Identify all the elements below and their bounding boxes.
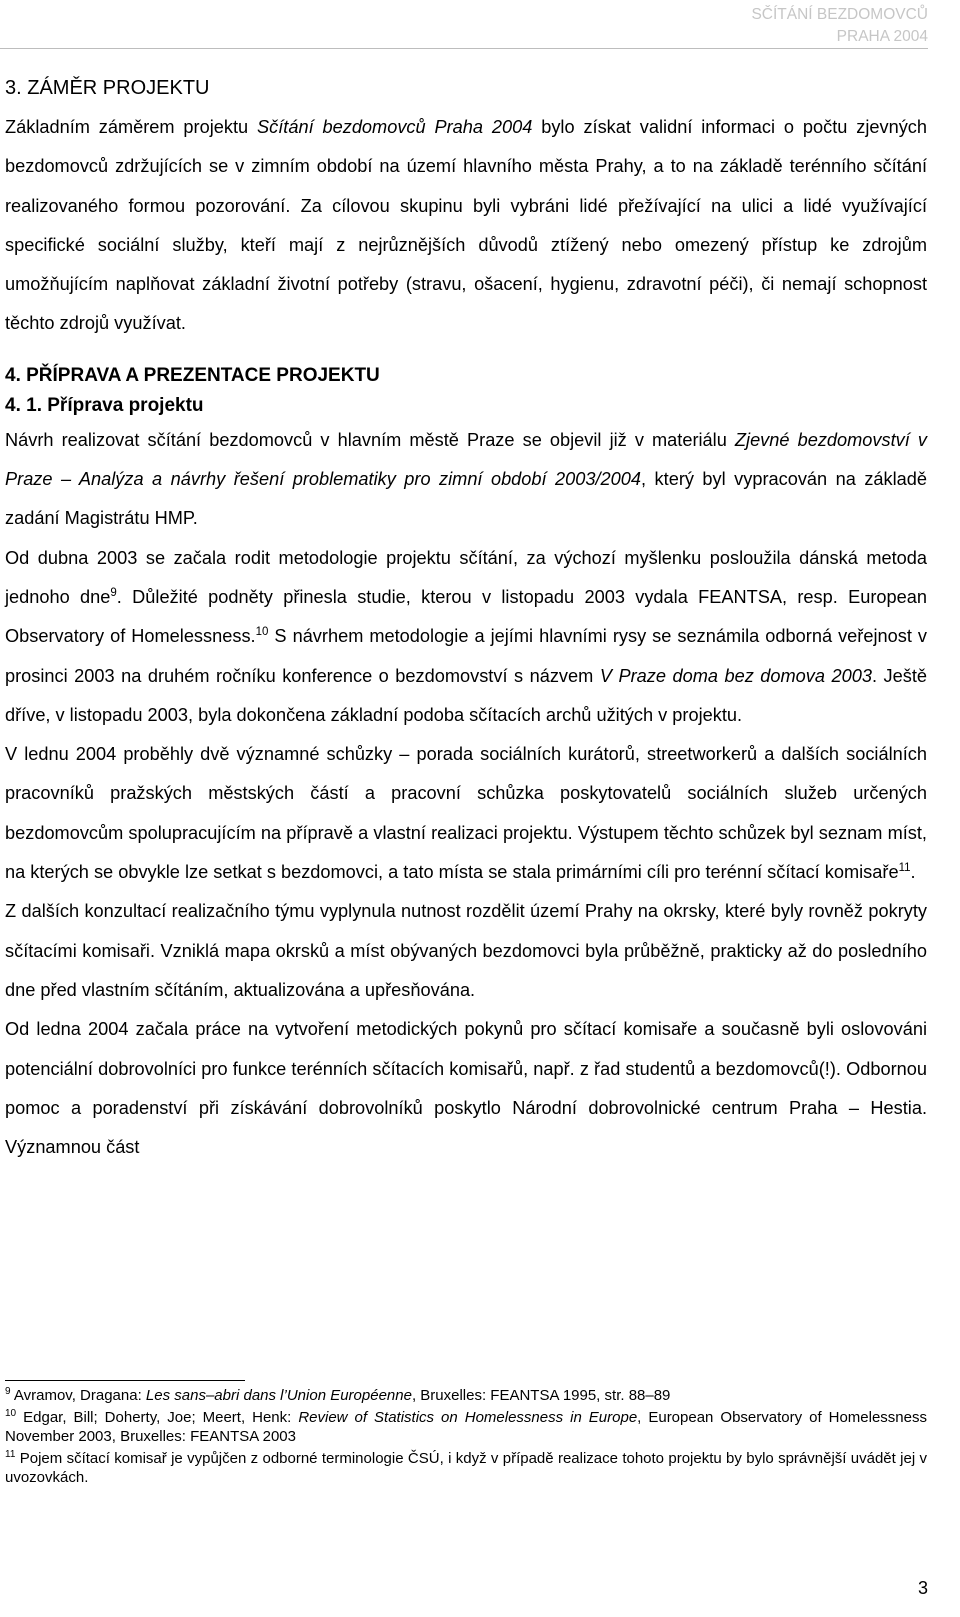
page-header	[751, 4, 928, 48]
section-4-heading: 4. PŘÍPRAVA A PREZENTACE PROJEKTU	[5, 364, 380, 386]
footnote-ref-10[interactable]: 10	[255, 626, 269, 639]
section-3-paragraph: Základním záměrem projektu Sčítání bezdomovců Praha 2004 bylo získat validní informaci o počtu zjevných bezdomovců zdržujících se v zimním období na území hlavního města Prahy, a to na základě terénního sčítání realizovaného formou pozorování. Za cílovou skupinu byli vybráni lidé přežívající na ulici a lidé využívající specifické sociální služby, kteří mají z nejrůznějších důvodů ztížený nebo omezený přístup ke zdrojům umožňujícím naplňovat základní životní potřeby (stravu, ošacení, hygienu, zdravotní péči), či nemají schopnost těchto zdrojů využívat.	[5, 117, 927, 334]
footnote-divider	[5, 1380, 245, 1381]
section-4-1-subheading: 4. 1. Příprava projektu	[5, 394, 204, 416]
footnotes	[5, 1386, 927, 1490]
header-title: SČÍTÁNÍ BEZDOMOVCŮ	[751, 6, 928, 23]
footnote-11: $^{11}$ Pojem sčítací komisař je vypůjčen z odborné terminologie ČSÚ, i když v případě realizace tohoto projektu by bylo správnější uvádět jej v uvozovkách.	[5, 1448, 927, 1486]
section-4-paragraph-5: Od ledna 2004 začala práce na vytvoření metodických pokynů pro sčítací komisaře a současně byli oslovováni potenciální dobrovolníci pro funkce terénních sčítacích komisařů, např. z řad studentů a bezdomovců(!). Odbornou pomoc a poradenství při získávání dobrovolníků poskytlo Národní dobrovolnické centrum Praha – Hestia. Významnou část	[5, 1019, 927, 1158]
header-divider	[0, 48, 928, 49]
footnote-ref-9[interactable]: 9	[110, 586, 117, 599]
section-4-paragraph-1: Návrh realizovat sčítání bezdomovců v hlavním městě Praze se objevil již v materiálu Zjevné bezdomovství v Praze – Analýza a návrhy řešení problematiky pro zimní období 2003/2004, který byl vypracován na základě zadání Magistrátu HMP.	[5, 429, 928, 529]
section-4-paragraph-3: V lednu 2004 proběhly dvě významné schůzky – porada sociálních kurátorů, streetworkerů a dalších sociálních pracovníků pražských městských částí a pracovní schůzka poskytovatelů sociálních služeb určených bezdomovcům spolupracujícím na přípravě a vlastní realizaci projektu. Výstupem těchto schůzek byl seznam míst, na kterých se obvykle lze setkat s bezdomovci, a tato místa se stala primárními cíli pro terénní sčítací komisaře$^{11}$.	[5, 744, 927, 883]
page-number: 3	[917, 1578, 928, 1598]
section-4-paragraph-4: Z dalších konzultací realizačního týmu vyplynula nutnost rozdělit území Prahy na okrsky, které byly rovněž pokryty sčítacími komisaři. Vzniklá mapa okrsků a míst obývaných bezdomovci byla průběžně, prakticky až do posledního dne před vlastním sčítáním, aktualizována a upřesňována.	[5, 901, 927, 1000]
header-subtitle: PRAHA 2004	[836, 28, 928, 45]
footnote-ref-11[interactable]: 11	[898, 861, 911, 874]
project-title: Sčítání bezdomovců Praha 2004	[257, 117, 533, 137]
footnote-10: $^{10}$ Edgar, Bill; Doherty, Joe; Meert, Henk: Review of Statistics on Homelessness in Europe, European Observatory of Homelessness November 2003, Bruxelles: FEANTSA 2003	[5, 1407, 927, 1445]
section-4-paragraph-2: Od dubna 2003 se začala rodit metodologie projektu sčítání, za výchozí myšlenku posloužila dánská metoda jednoho dne$^9$. Důležité podněty přinesla studie, kterou v listopadu 2003 vydala FEANTSA, resp. European Observatory of Homelessness.$^{10}$ S návrhem metodologie a jejími hlavními rysy se seznámila odborná veřejnost v prosinci 2003 na druhém ročníku konference o bezdomovství s názvem V Praze doma bez domova 2003. Ještě dříve, v listopadu 2003, byla dokončena základní podoba sčítacích archů užitých v projektu.	[5, 547, 927, 725]
section-3-heading: 3. ZÁMĚR PROJEKTU	[5, 77, 210, 99]
footnote-9: $^9$ Avramov, Dragana: Les sans–abri dans l’Union Européenne, Bruxelles: FEANTSA 1995, str. 88–89	[5, 1386, 671, 1404]
page-body	[5, 68, 927, 1167]
